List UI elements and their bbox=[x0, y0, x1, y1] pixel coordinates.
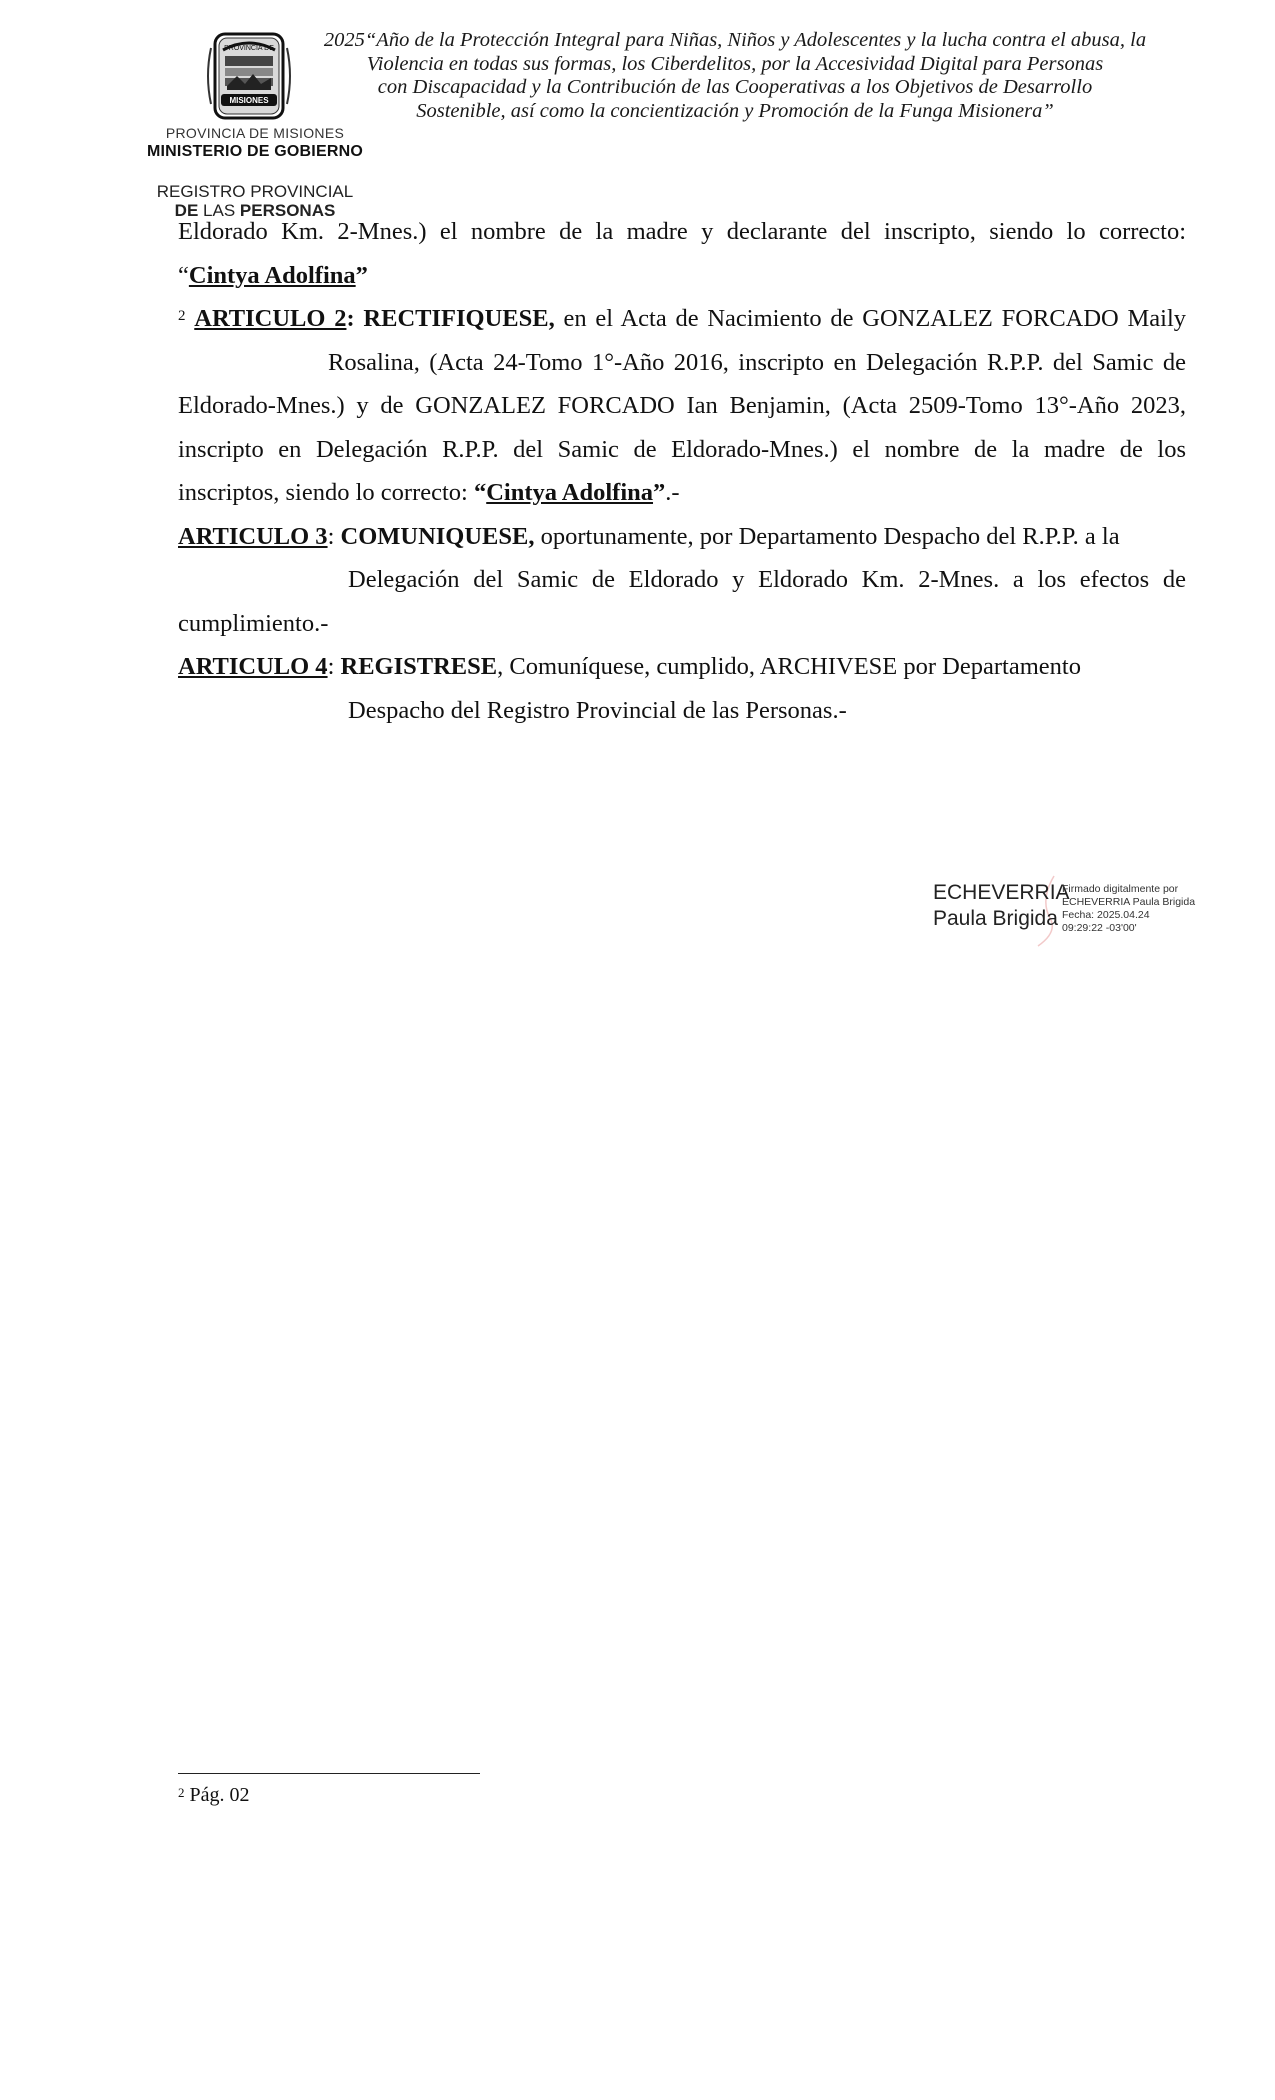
motto-line: Sostenible, así como la concientización y Promoción de la Funga Misionera” bbox=[416, 99, 1054, 122]
article-4-text: , Comuníquese, cumplido, ARCHIVESE por Departamento bbox=[497, 653, 1081, 680]
article-2-line-5 bbox=[178, 471, 1186, 515]
article-2-line-3: Eldorado-Mnes.) y de GONZALEZ FORCADO Ian Benjamin, (Acta 2509-Tomo 13°-Año 2023, bbox=[178, 392, 1186, 419]
provincial-seal-logo bbox=[201, 28, 297, 124]
logo-province-text: PROVINCIA DE MISIONES bbox=[165, 125, 345, 141]
footnote-ref: 2 bbox=[178, 308, 186, 324]
seal-text-top: PROVINCIA DE bbox=[224, 45, 274, 52]
article-2-colon: : bbox=[346, 305, 355, 332]
motto-line: 2025“Año de la Protección Integral para Niñas, Niños y Adolescentes y la lucha contra el abusa, la bbox=[323, 29, 1147, 51]
footnote-separator bbox=[178, 1773, 480, 1774]
signature-meta-line: Fecha: 2025.04.24 bbox=[1062, 909, 1150, 921]
signature-meta-line: Firmado digitalmente por bbox=[1062, 883, 1179, 895]
digital-signature-details bbox=[1062, 883, 1195, 935]
article-3-text: oportunamente, por Departamento Despacho del R.P.P. a la bbox=[540, 522, 1120, 550]
logo-ministry-text: MINISTERIO DE GOBIERNO bbox=[147, 143, 363, 160]
mother-name-correct: Cintya Adolfina bbox=[188, 261, 356, 289]
footnote-text: Pág. 02 bbox=[189, 1784, 250, 1806]
footnote-number: 2 bbox=[178, 1785, 185, 1800]
article-2-line-1 bbox=[178, 297, 1186, 341]
signer-surname: ECHEVERRIA bbox=[933, 881, 1070, 904]
article-3-verb: COMUNIQUESE, bbox=[340, 522, 535, 550]
document-body bbox=[178, 210, 1186, 732]
year-motto bbox=[295, 29, 1175, 123]
article-4-label: ARTICULO 4 bbox=[178, 653, 328, 680]
logo-word-las: LAS bbox=[203, 201, 236, 220]
article-4-line-2: Despacho del Registro Provincial de las Personas.- bbox=[348, 696, 847, 724]
continuation-line-1: Eldorado Km. 2-Mnes.) el nombre de la madre y declarante del inscripto, siendo lo correcto: bbox=[178, 218, 1186, 245]
article-3-line-2: Delegación del Samic de Eldorado y Eldorado Km. 2-Mnes. a los efectos de bbox=[348, 566, 1186, 593]
logo-registry-text: REGISTRO PROVINCIAL bbox=[156, 182, 354, 201]
motto-line: Violencia en todas sus formas, los Ciberdelitos, por la Accesividad Digital para Personas bbox=[366, 52, 1104, 75]
signer-name bbox=[933, 880, 1070, 932]
quote-close: ” bbox=[355, 261, 368, 289]
signature-meta-line: 09:29:22 -03'00' bbox=[1062, 922, 1137, 934]
article-2-label: ARTICULO 2 bbox=[194, 305, 347, 332]
quote-close: ” bbox=[653, 479, 666, 506]
logo-word-de: DE bbox=[174, 201, 199, 220]
quote-open: “ bbox=[178, 261, 189, 289]
continuation-line-2 bbox=[178, 254, 1186, 298]
article-3-label: ARTICULO 3 bbox=[178, 522, 328, 550]
article-3-colon: : bbox=[327, 522, 335, 550]
signer-given-names: Paula Brigida bbox=[933, 907, 1058, 930]
article-2-line-2: Rosalina, (Acta 24-Tomo 1°-Año 2016, inscripto en Delegación R.P.P. del Samic de bbox=[328, 348, 1186, 376]
article-3-line-1 bbox=[178, 515, 1186, 559]
article-2-text: en el Acta de Nacimiento de GONZALEZ FORCADO Maily bbox=[563, 305, 1187, 332]
article-2-end-mark: .- bbox=[665, 479, 680, 506]
article-3-line-3: cumplimiento.- bbox=[178, 609, 329, 637]
motto-line: con Discapacidad y la Contribución de las Cooperativas a los Objetivos de Desarrollo bbox=[377, 76, 1093, 98]
quote-open: “ bbox=[473, 479, 487, 506]
signature-meta-line: ECHEVERRIA Paula Brigida bbox=[1062, 896, 1196, 908]
mother-name-correct: Cintya Adolfina bbox=[486, 479, 654, 506]
footnote bbox=[178, 1782, 250, 1808]
article-4-colon: : bbox=[327, 653, 335, 680]
logo-word-personas: PERSONAS bbox=[239, 201, 336, 220]
article-4-verb: REGISTRESE bbox=[340, 653, 498, 680]
article-2-line-4: inscripto en Delegación R.P.P. del Samic de Eldorado-Mnes.) el nombre de la madre de los bbox=[178, 435, 1186, 463]
article-2-text-end: inscriptos, siendo lo correcto: bbox=[178, 479, 468, 506]
article-4-line-1 bbox=[178, 645, 1186, 689]
article-2-verb: RECTIFIQUESE, bbox=[363, 305, 555, 332]
seal-text-bottom: MISIONES bbox=[229, 96, 269, 105]
